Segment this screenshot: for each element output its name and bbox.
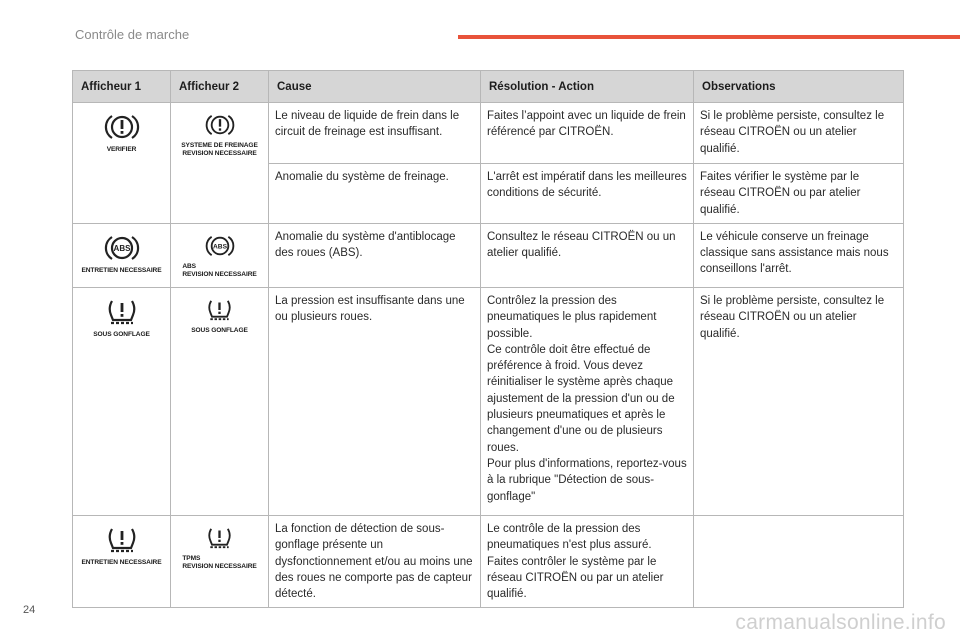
display-2-cell xyxy=(171,287,269,515)
tire-pressure-warning-icon xyxy=(107,526,137,554)
display-caption-block xyxy=(182,263,256,278)
display-caption: VERIFIER xyxy=(106,146,137,154)
brake-warning-icon xyxy=(205,113,235,137)
header-action: Résolution - Action xyxy=(481,71,694,103)
observation-cell: Le véhicule conserve un freinage classique sans assistance mais nous conseillons l'arrêt. xyxy=(694,223,904,287)
action-cell: Le contrôle de la pression des pneumatiques n'est plus assuré. Faites contrôler le système par le réseau CITROËN ou par un atelier qualifié. xyxy=(481,515,694,607)
observation-cell: Si le problème persiste, consultez le réseau CITROËN ou un atelier qualifié. xyxy=(694,103,904,164)
cause-cell: La fonction de détection de sous-gonflage présente un dysfonctionnement et/ou au moins une des roues ne comporte pas de capteur détecté. xyxy=(269,515,481,607)
brake-warning-icon xyxy=(104,113,140,141)
observation-cell: Faites vérifier le système par le réseau CITROËN ou par atelier qualifié. xyxy=(694,164,904,224)
observation-cell xyxy=(694,515,904,607)
action-cell: Contrôlez la pression des pneumatiques le plus rapidement possible. Ce contrôle doit être effectué de préférence à froid. Vous devez réinitialiser le système après chaque ajustement de la pression d'un ou de plusieurs pneumatiques et après le changement d'une ou de plusieurs roues. Pour plus d'informations, reportez-vous à la rubrique "Détection de sous-gonflage" xyxy=(481,287,694,515)
watermark: carmanualsonline.info xyxy=(735,611,946,634)
display-2-cell xyxy=(171,223,269,287)
display-caption-line: REVISION NECESSAIRE xyxy=(182,149,257,157)
tire-pressure-warning-icon xyxy=(107,298,137,326)
section-accent-bar xyxy=(458,35,960,39)
display-caption-line: TPMS xyxy=(182,555,201,563)
display-1-cell xyxy=(73,515,171,607)
display-1-cell xyxy=(73,103,171,224)
warning-display-table xyxy=(72,70,904,608)
table-row xyxy=(73,515,904,607)
display-caption-line: REVISION NECESSAIRE xyxy=(182,562,257,570)
display-caption: SOUS GONFLAGE xyxy=(93,331,150,339)
svg-text:ABS: ABS xyxy=(113,243,130,253)
table-row xyxy=(73,287,904,515)
action-cell: Consultez le réseau CITROËN ou un atelier qualifié. xyxy=(481,223,694,287)
header-display-1: Afficheur 1 xyxy=(73,71,171,103)
display-caption: SOUS GONFLAGE xyxy=(191,327,248,335)
display-caption: ENTRETIEN NECESSAIRE xyxy=(81,559,162,567)
display-2-cell xyxy=(171,515,269,607)
cause-cell: Anomalie du système d'antiblocage des roues (ABS). xyxy=(269,223,481,287)
table-header-row xyxy=(73,71,904,103)
header-display-2: Afficheur 2 xyxy=(171,71,269,103)
display-caption: ENTRETIEN NECESSAIRE xyxy=(81,267,162,275)
cause-cell: La pression est insuffisante dans une ou plusieurs roues. xyxy=(269,287,481,515)
display-caption-block xyxy=(182,555,256,570)
section-title: Contrôle de marche xyxy=(75,27,190,42)
tire-pressure-warning-icon xyxy=(207,526,232,550)
cause-cell: Le niveau de liquide de frein dans le circuit de freinage est insuffisant. xyxy=(269,103,481,164)
display-1-cell xyxy=(73,287,171,515)
observation-cell: Si le problème persiste, consultez le réseau CITROËN ou un atelier qualifié. xyxy=(694,287,904,515)
table-row xyxy=(73,223,904,287)
display-2-cell xyxy=(171,103,269,224)
header-cause: Cause xyxy=(269,71,481,103)
header-observations: Observations xyxy=(694,71,904,103)
display-1-cell xyxy=(73,223,171,287)
display-caption-line: ABS xyxy=(182,263,196,271)
action-cell: Faites l’appoint avec un liquide de frein référencé par CITROËN. xyxy=(481,103,694,164)
cause-cell: Anomalie du système de freinage. xyxy=(269,164,481,224)
table-row xyxy=(73,103,904,164)
abs-warning-icon xyxy=(104,234,140,262)
display-caption-line: REVISION NECESSAIRE xyxy=(182,270,257,278)
svg-text:ABS: ABS xyxy=(212,243,227,251)
abs-warning-icon xyxy=(205,234,235,258)
tire-pressure-warning-icon xyxy=(207,298,232,322)
action-cell: L'arrêt est impératif dans les meilleures conditions de sécurité. xyxy=(481,164,694,224)
display-caption-line: SYSTEME DE FREINAGE xyxy=(181,142,258,150)
page-number: 24 xyxy=(23,604,36,616)
